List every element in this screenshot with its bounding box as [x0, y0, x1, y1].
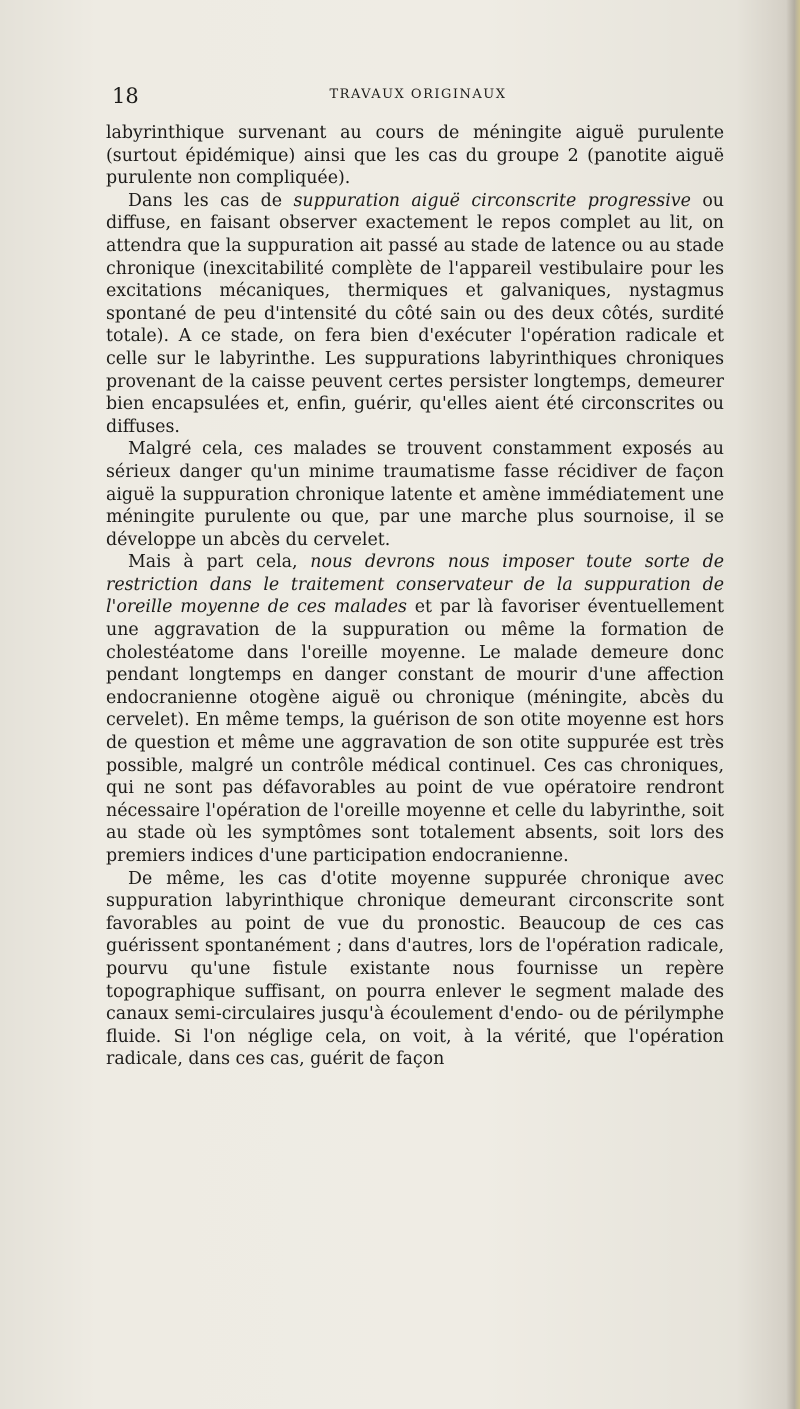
- text-run: De même, les cas d'otite moyenne suppurée chronique avec suppuration labyrinthique chronique demeurant circonscrite sont favorables au point de vue du pronostic. Beaucoup de ces cas guérissent spontanément ; dans d'autres, lors de l'opération radicale, pourvu qu'une fistule existante nous fournisse un repère topographique suffisant, on pourra enlever le segment malade des canaux semi-circulaires jusqu'à écoulement d'endo- ou de périlymphe fluide. Si l'on néglige cela, on voit, à la vérité, que l'opération radicale, dans ces cas, guérit de façon: [106, 868, 724, 1070]
- body-text: [106, 122, 724, 1071]
- text-run: ou diffuse, en faisant observer exactement le repos complet au lit, on attendra que la suppuration ait passé au stade de latence ou au stade chronique (inexcitabilité complète de l'appareil vestibulaire pour les excitations mécaniques, thermiques et galvaniques, nystagmus spontané de peu d'intensité du côté sain ou des deux côtés, surdité totale). A ce stade, on fera bien d'exécuter l'opération radicale et celle sur le labyrinthe. Les suppurations labyrinthiques chroniques provenant de la caisse peuvent certes persister longtemps, demeurer bien encapsulées et, enfin, guérir, qu'elles aient été circonscrites ou diffuses.: [106, 190, 725, 437]
- running-title: TRAVAUX ORIGINAUX: [329, 87, 507, 102]
- paragraph: [106, 551, 724, 867]
- page-edge-shadow: [786, 0, 800, 1409]
- paragraph: [106, 438, 724, 551]
- text-run: et par là favoriser éventuellement une aggravation de la suppuration ou même la formation de cholestéatome dans l'oreille moyenne. Le malade demeure donc pendant longtemps en danger constant de mourir d'une affection endocranienne otogène aiguë ou chronique (méningite, abcès du cervelet). En même temps, la guérison de son otite moyenne est hors de question et même une aggravation de son otite suppurée est très possible, malgré un contrôle médical continuel. Ces cas chroniques, qui ne sont pas défavorables au point de vue opératoire rendront nécessaire l'opération de l'oreille moyenne et celle du labyrinthe, soit au stade où les symptômes sont totalement absents, soit lors des premiers indices d'une participation endocranienne.: [106, 597, 724, 866]
- italic-text: nous devrons nous imposer toute sorte de restriction dans le traitement conservateur de la suppuration de l'oreille moyenne de ces malades: [106, 552, 724, 618]
- text-run: Dans les cas de: [128, 190, 294, 211]
- text-run: Malgré cela, ces malades se trouvent constamment exposés au sérieux danger qu'un minime traumatisme fasse récidiver de façon aiguë la suppuration chronique latente et amène immédiatement une méningite purulente ou que, par une marche plus sournoise, il se développe un abcès du cervelet.: [106, 439, 724, 550]
- paragraph: [106, 868, 724, 1071]
- page-header: [112, 84, 724, 114]
- paragraph: [106, 190, 724, 439]
- text-run: Mais à part cela,: [128, 552, 311, 573]
- page-number: 18: [112, 84, 139, 108]
- text-run: labyrinthique survenant au cours de méningite aiguë purulente (surtout épidémique) ainsi que les cas du groupe 2 (panotite aiguë purulente non compliquée).: [106, 123, 724, 189]
- italic-text: suppuration aiguë circonscrite progressive: [293, 190, 691, 211]
- paragraph: [106, 122, 724, 190]
